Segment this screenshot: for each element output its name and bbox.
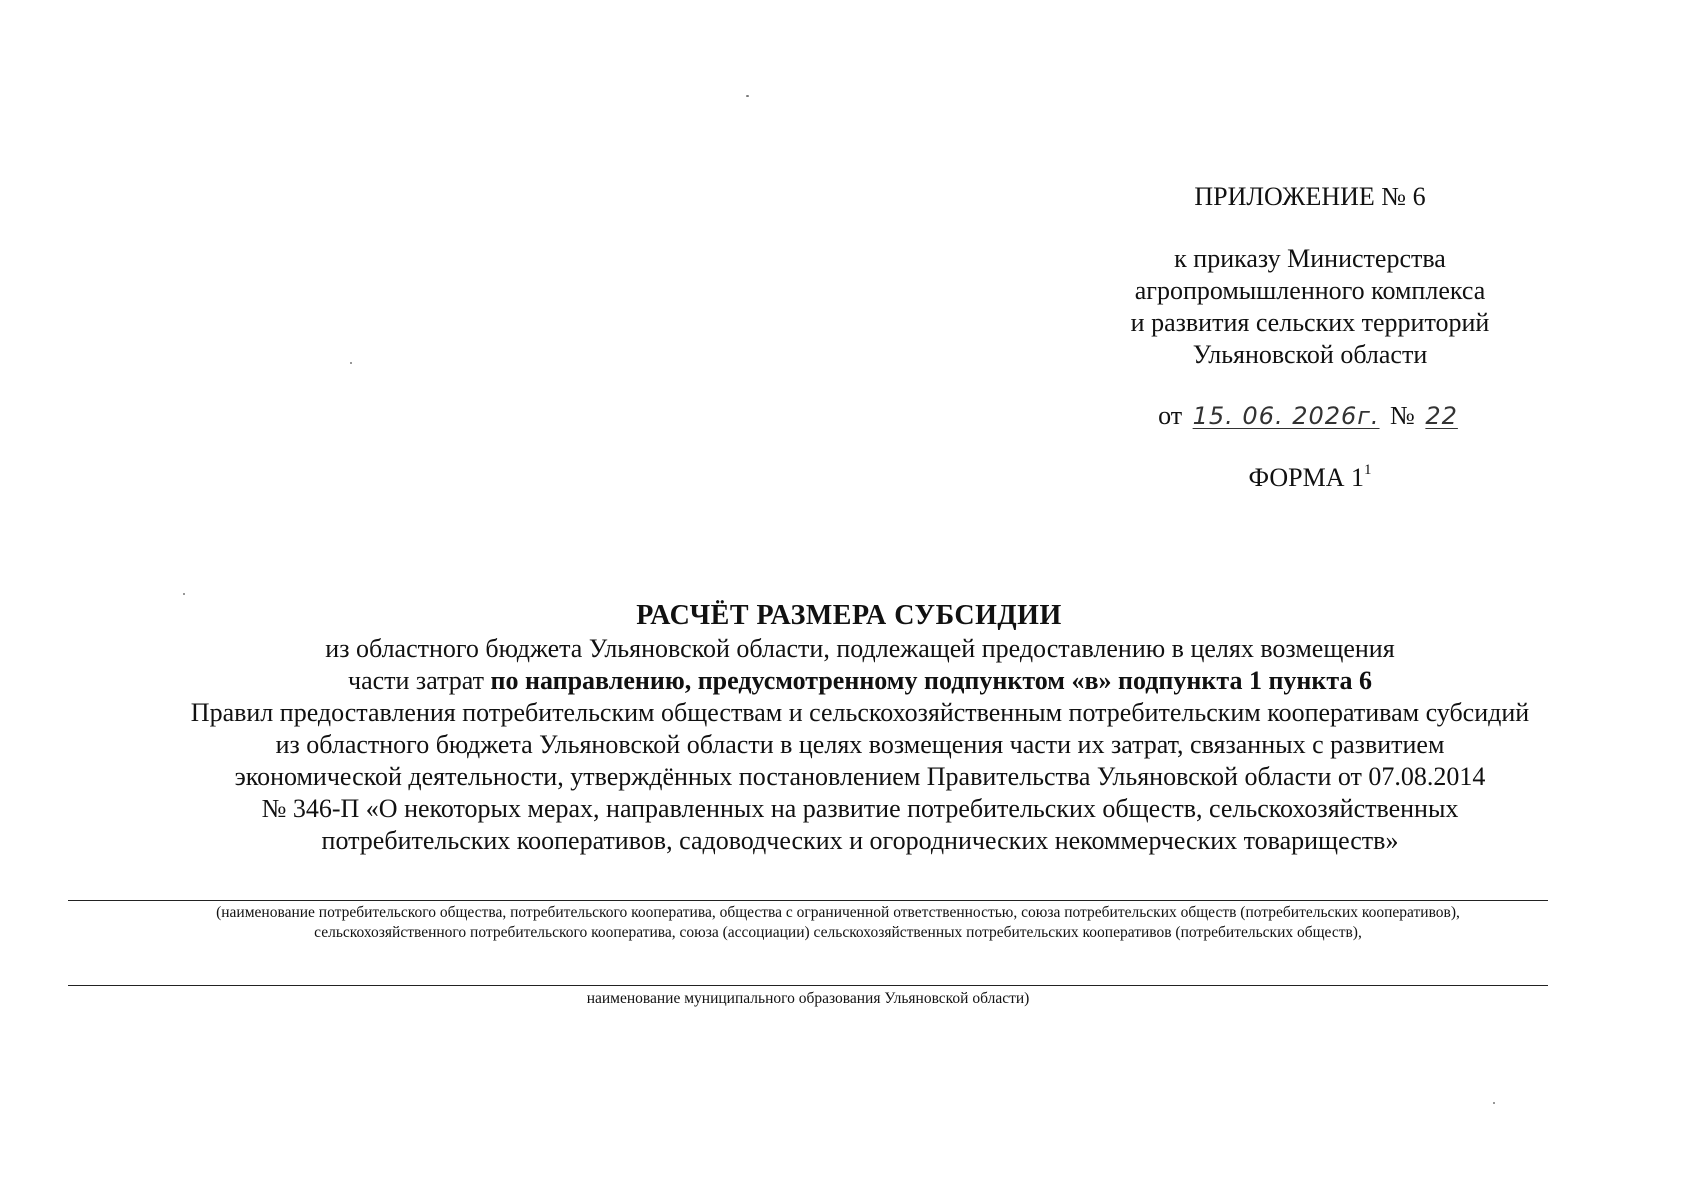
subtitle-line: из областного бюджета Ульяновской области в целях возмещения части их затрат, связанных с развитием xyxy=(275,730,1445,759)
document-title xyxy=(0,600,1698,632)
scan-speck xyxy=(183,593,185,595)
municipality-name-caption xyxy=(68,989,1548,1009)
subtitle-bold-part: по направлению, предусмотренному подпунктом «в» подпункта 1 пункта 6 xyxy=(490,666,1372,695)
caption-line: (наименование потребительского общества, потребительского кооператива, общества с ограниченной ответственностью, союза потребительских обществ (потребительских кооперативов), xyxy=(216,904,1460,921)
scan-speck xyxy=(746,95,749,97)
organization-name-caption xyxy=(68,903,1608,943)
caption-line: сельскохозяйственного потребительского кооператива, союза (ассоциации) сельскохозяйственных потребительских кооперативов (потребительских обществ), xyxy=(314,924,1362,941)
order-line: и развития сельских территорий xyxy=(1130,308,1490,337)
scan-speck xyxy=(1493,1102,1495,1104)
date-prefix: от xyxy=(1158,401,1183,430)
number-prefix: № xyxy=(1390,401,1415,430)
appendix-date-number xyxy=(1040,400,1580,432)
scan-speck xyxy=(350,362,352,364)
form-footnote-mark: 1 xyxy=(1364,462,1372,478)
order-line: Ульяновской области xyxy=(1192,340,1428,369)
subtitle-line: № 346-П «О некоторых мерах, направленных на развитие потребительских обществ, сельскохозяйственных xyxy=(261,794,1459,823)
caption-line: наименование муниципального образования Ульяновской области) xyxy=(586,990,1030,1007)
form-label-text: ФОРМА 1 xyxy=(1248,463,1364,492)
order-line: агропромышленного комплекса xyxy=(1134,276,1486,305)
subtitle-line: экономической деятельности, утверждённых постановлением Правительства Ульяновской области от 07.08.2014 xyxy=(234,762,1486,791)
appendix-title-text: ПРИЛОЖЕНИЕ № 6 xyxy=(1194,182,1426,211)
appendix-title xyxy=(1060,181,1560,213)
subtitle-line xyxy=(90,665,1630,697)
organization-name-blank-line xyxy=(68,900,1548,901)
municipality-name-blank-line xyxy=(68,985,1548,986)
handwritten-number: 22 xyxy=(1425,402,1458,430)
document-subtitle xyxy=(90,633,1630,857)
subtitle-line: потребительских кооперативов, садоводческих и огороднических некоммерческих товариществ» xyxy=(321,826,1399,855)
form-label xyxy=(1040,462,1580,494)
document-title-text: РАСЧЁТ РАЗМЕРА СУБСИДИИ xyxy=(636,600,1062,631)
handwritten-date: 15. 06. 2026г. xyxy=(1192,402,1380,430)
subtitle-line: из областного бюджета Ульяновской области, подлежащей предоставлению в целях возмещения xyxy=(325,634,1395,663)
subtitle-line: Правил предоставления потребительским обществам и сельскохозяйственным потребительским кооперативам субсидий xyxy=(190,698,1530,727)
appendix-order-reference xyxy=(1040,243,1580,371)
order-line: к приказу Министерства xyxy=(1174,244,1446,273)
subtitle-plain-part: части затрат xyxy=(348,666,484,695)
